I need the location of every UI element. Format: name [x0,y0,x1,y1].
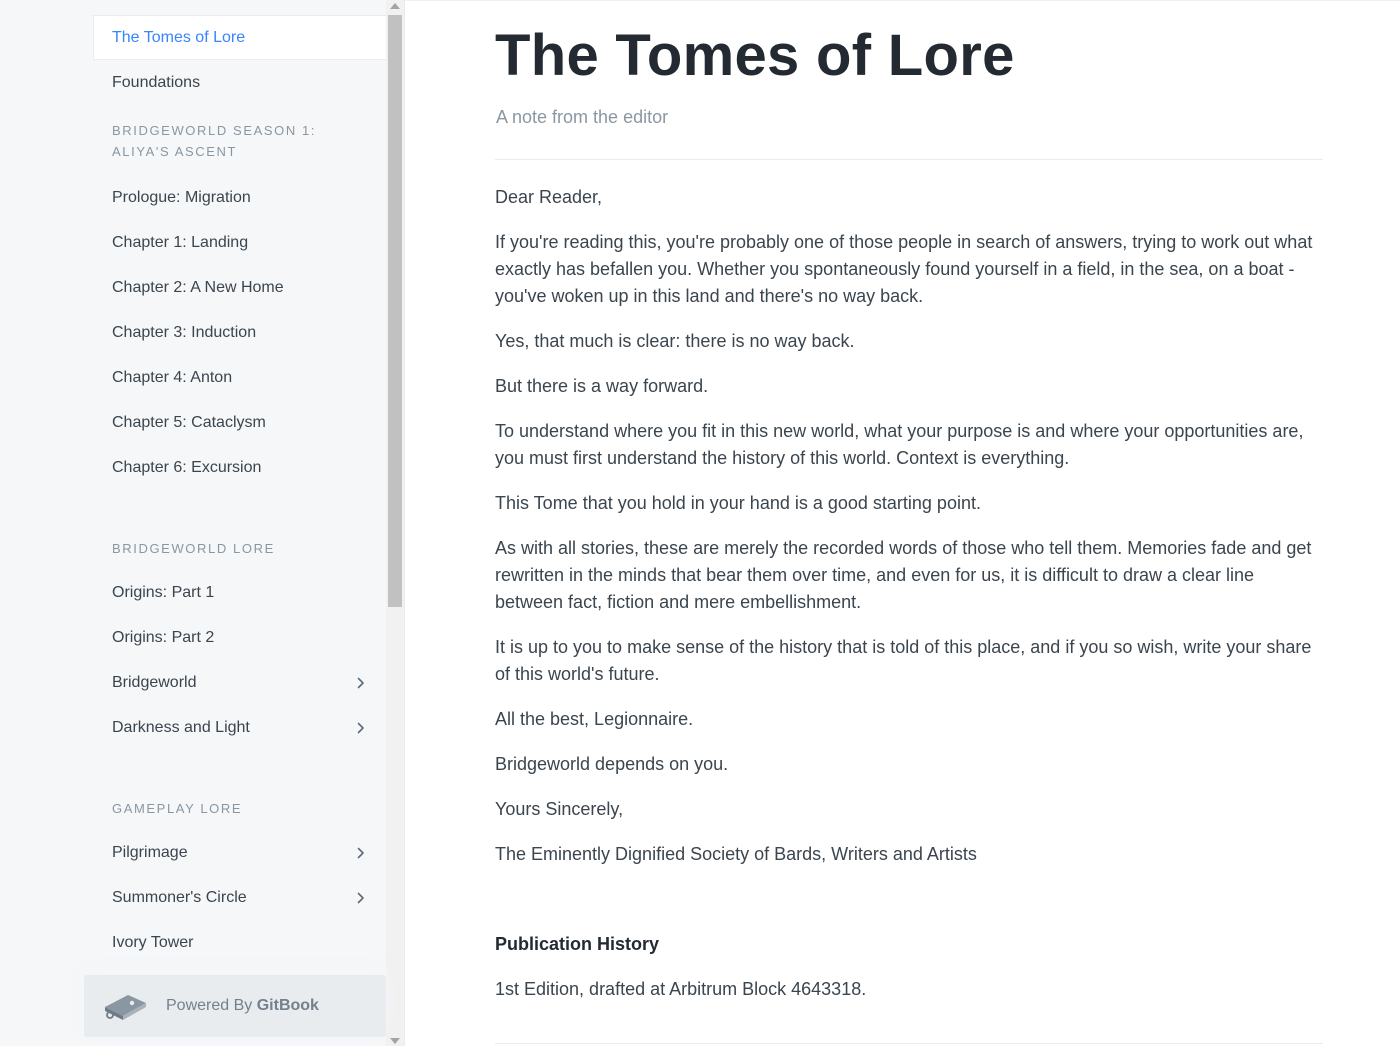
sidebar-nav [93,15,386,1010]
paragraph: The Eminently Dignified Society of Bards, Writers and Artists [495,844,977,864]
main-content [405,0,1400,1046]
sidebar-item-summoners-circle[interactable] [93,875,386,920]
sidebar-item-darkness-and-light[interactable] [93,705,386,750]
section-title-gameplay-lore: GAMEPLAY LORE [112,801,243,816]
sidebar-item-pilgrimage[interactable] [93,830,386,875]
publication-history-heading: Publication History [495,934,660,954]
chevron-right-icon[interactable] [356,893,366,903]
sidebar-item-ivory-tower[interactable] [93,920,386,965]
sidebar-item-label: Chapter 2: A New Home [112,278,284,296]
chevron-right-icon[interactable] [356,678,366,688]
scroll-up-arrow-icon[interactable] [390,3,400,9]
paragraph: Yes, that much is clear: there is no way back. [495,331,855,351]
sidebar-item-label: Bridgeworld [112,673,197,691]
paragraph: To understand where you fit in this new world, what your purpose is and where your opportunities are, you must first understand the history of this world. Context is everything. [495,421,1304,468]
sidebar-item-label: Origins: Part 2 [112,628,215,646]
sidebar-item-label: Ivory Tower [112,933,194,951]
sidebar-item-chapter-4[interactable] [93,355,386,400]
paragraph: As with all stories, these are merely the recorded words of those who tell them. Memories fade and get rewritten in the minds that bear them over time, and even for us, it is difficult to draw a clear line between fact, fiction and mere embellishment. [495,538,1312,612]
paragraph: Bridgeworld depends on you. [495,754,729,774]
sidebar-item-label: Summoner's Circle [112,888,247,906]
gitbook-brand: GitBook [256,997,319,1014]
sidebar-item-bridgeworld[interactable] [93,660,386,705]
sidebar-item-label: Chapter 1: Landing [112,233,249,251]
page-title: The Tomes of Lore [495,23,1015,88]
section-title-bridgeworld-lore: BRIDGEWORLD LORE [112,541,275,556]
article-body [495,184,1325,1021]
gitbook-logo-icon [102,989,148,1023]
paragraph: Dear Reader, [495,187,603,207]
sidebar-item-label: Chapter 5: Cataclysm [112,413,266,431]
sidebar-item-origins-part-2[interactable] [93,615,386,660]
powered-by-prefix: Powered By [166,997,253,1014]
top-divider [405,0,1400,1]
sidebar-item-label: Chapter 3: Induction [112,323,257,341]
publication-history-text: 1st Edition, drafted at Arbitrum Block 4643318. [495,979,867,999]
sidebar-item-label: The Tomes of Lore [112,28,246,46]
page-subtitle: A note from the editor [496,107,669,127]
scroll-down-arrow-icon[interactable] [390,1038,400,1044]
header-divider [495,159,1323,160]
sidebar-item-chapter-2[interactable] [93,265,386,310]
paragraph: If you're reading this, you're probably one of those people in search of answers, trying to work out what exactly has befallen you. Whether you spontaneously found yourself in a field, in the sea, on a boat - you've woken up in this land and there's no way back. [495,232,1313,306]
sidebar-item-origins-part-1[interactable] [93,570,386,615]
paragraph: But there is a way forward. [495,376,709,396]
sidebar-item-label: Darkness and Light [112,718,250,736]
powered-by-gitbook-link[interactable] [84,975,386,1037]
sidebar-item-label: Chapter 6: Excursion [112,458,262,476]
chevron-right-icon[interactable] [356,848,366,858]
section-title-season-1: BRIDGEWORLD SEASON 1: ALIYA'S ASCENT [112,123,317,159]
sidebar-item-label: Foundations [112,73,201,91]
sidebar-item-label: Origins: Part 1 [112,583,215,601]
spacer [495,886,1325,931]
sidebar-item-chapter-3[interactable] [93,310,386,355]
sidebar-item-chapter-5[interactable] [93,400,386,445]
sidebar-item-foundations[interactable] [93,60,386,105]
sidebar-item-prologue-migration[interactable] [93,175,386,220]
paragraph: Yours Sincerely, [495,799,624,819]
footer-divider [495,1043,1323,1044]
chevron-right-icon[interactable] [356,723,366,733]
sidebar-item-the-tomes-of-lore[interactable] [93,15,386,60]
sidebar-item-label: Chapter 4: Anton [112,368,233,386]
sidebar-scrollbar[interactable] [386,0,404,1046]
sidebar-item-label: Pilgrimage [112,843,188,861]
scrollbar-thumb[interactable] [388,15,402,607]
sidebar [0,0,405,1046]
sidebar-item-chapter-1[interactable] [93,220,386,265]
sidebar-item-label: Prologue: Migration [112,188,251,206]
paragraph: This Tome that you hold in your hand is a good starting point. [495,493,981,513]
paragraph: All the best, Legionnaire. [495,709,694,729]
paragraph: It is up to you to make sense of the history that is told of this place, and if you so wish, write your share of this world's future. [495,637,1312,684]
sidebar-item-chapter-6[interactable] [93,445,386,490]
